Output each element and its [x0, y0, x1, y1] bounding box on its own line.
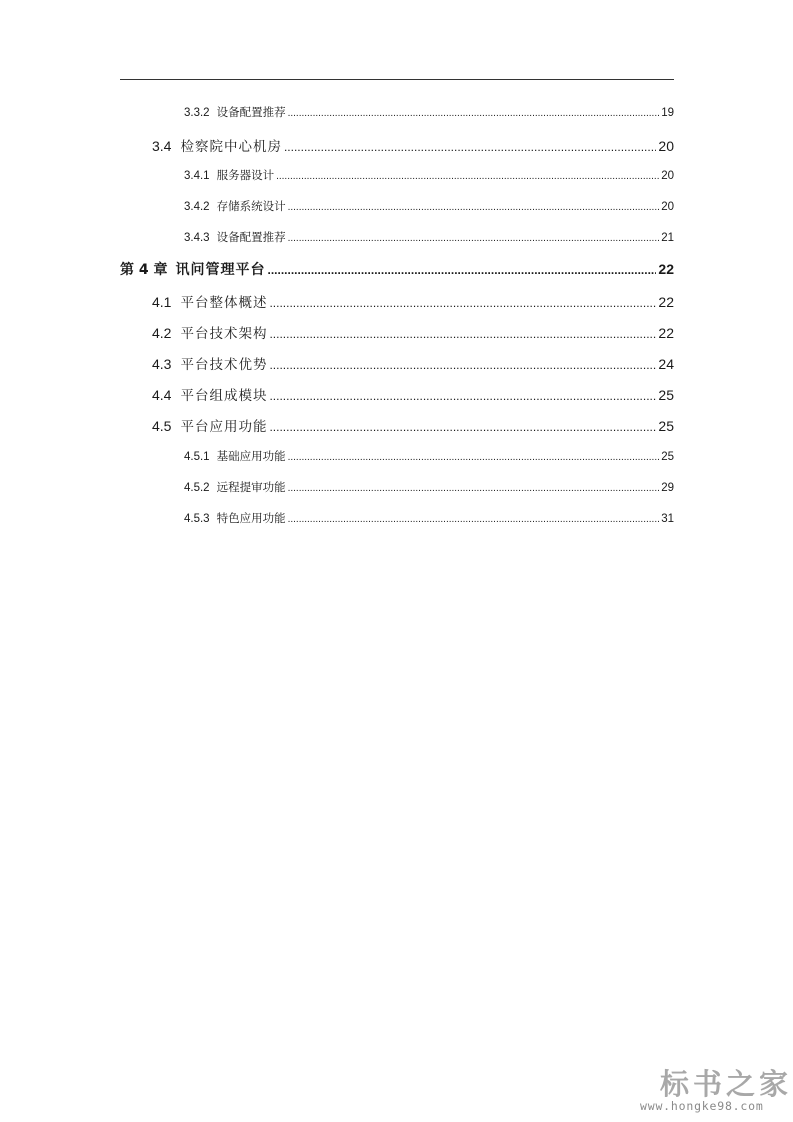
toc-entry-number: 4.5.3	[184, 513, 210, 525]
toc-entry-chapter-4[interactable]	[120, 259, 674, 279]
dot-leader	[288, 514, 660, 525]
toc-entry-page: 25	[661, 451, 674, 463]
toc-entry-page: 20	[658, 138, 674, 154]
toc-entry-number: 4.2	[152, 325, 172, 341]
toc-entry-title: 平台技术优势	[180, 357, 268, 373]
toc-entry-4-3[interactable]	[152, 353, 674, 373]
toc-entry-title: 平台整体概述	[180, 295, 268, 311]
dot-leader	[269, 327, 656, 341]
toc-entry-page: 22	[658, 261, 674, 277]
toc-entry-4-5-1[interactable]	[184, 448, 674, 464]
toc-entry-title: 特色应用功能	[216, 511, 286, 525]
dot-leader	[288, 452, 660, 463]
toc-entry-3-4-3[interactable]	[184, 229, 674, 245]
toc-entry-number: 4.3	[152, 356, 172, 372]
toc-entry-3-4-2[interactable]	[184, 198, 674, 214]
dot-leader	[284, 140, 656, 154]
toc-entry-page: 20	[661, 170, 674, 182]
toc-entry-title: 设备配置推荐	[216, 230, 286, 244]
toc-entry-page: 25	[658, 387, 674, 403]
dot-leader	[269, 358, 656, 372]
dot-leader	[276, 171, 659, 182]
watermark-logo-text: 标书之家	[660, 1067, 793, 1101]
toc-entry-title: 讯问管理平台	[175, 262, 266, 278]
toc-entry-4-4[interactable]	[152, 384, 674, 404]
toc-entry-number: 3.4.1	[184, 170, 210, 182]
toc-entry-title: 服务器设计	[216, 168, 275, 182]
toc-entry-number: 4.5.2	[184, 482, 210, 494]
toc-entry-title: 平台应用功能	[180, 419, 268, 435]
toc-entry-3-3-2[interactable]	[184, 104, 674, 120]
toc-entry-page: 20	[661, 201, 674, 213]
toc-entry-number: 第 4 章	[120, 262, 168, 278]
toc-entry-number: 3.4	[152, 138, 172, 154]
toc-entry-3-4[interactable]	[152, 135, 674, 155]
toc-entry-title: 远程提审功能	[216, 480, 286, 494]
toc-entry-title: 平台技术架构	[180, 326, 268, 342]
toc-entry-4-5[interactable]	[152, 415, 674, 435]
toc-entry-3-4-1[interactable]	[184, 167, 674, 183]
header-rule	[120, 79, 674, 80]
toc-entry-4-2[interactable]	[152, 322, 674, 342]
dot-leader	[268, 263, 657, 277]
dot-leader	[288, 202, 660, 213]
toc-entry-4-1[interactable]	[152, 291, 674, 311]
toc-entry-number: 4.4	[152, 387, 172, 403]
toc-entry-title: 设备配置推荐	[216, 105, 286, 119]
dot-leader	[288, 483, 660, 494]
toc-entry-number: 3.4.3	[184, 232, 210, 244]
toc-entry-number: 4.5	[152, 418, 172, 434]
dot-leader	[288, 108, 660, 119]
toc-entry-title: 存储系统设计	[216, 199, 286, 213]
watermark-url: www.hongke98.com	[640, 1099, 764, 1113]
toc-entry-title: 平台组成模块	[180, 388, 268, 404]
dot-leader	[269, 389, 656, 403]
toc-entry-number: 3.4.2	[184, 201, 210, 213]
toc-entry-page: 29	[661, 482, 674, 494]
toc-entry-number: 3.3.2	[184, 107, 210, 119]
toc-entry-number: 4.1	[152, 294, 172, 310]
toc-entry-title: 检察院中心机房	[180, 139, 282, 155]
toc-entry-4-5-3[interactable]	[184, 510, 674, 526]
toc-entry-4-5-2[interactable]	[184, 479, 674, 495]
toc-entry-page: 22	[658, 325, 674, 341]
toc-entry-page: 31	[661, 513, 674, 525]
toc-entry-page: 21	[661, 232, 674, 244]
toc-entry-page: 24	[658, 356, 674, 372]
toc-entry-page: 19	[661, 107, 674, 119]
toc-entry-title: 基础应用功能	[216, 449, 286, 463]
toc-entry-page: 25	[658, 418, 674, 434]
watermark-logo	[640, 1062, 793, 1117]
toc-entry-page: 22	[658, 294, 674, 310]
dot-leader	[288, 233, 660, 244]
dot-leader	[269, 420, 656, 434]
toc-entry-number: 4.5.1	[184, 451, 210, 463]
dot-leader	[269, 296, 656, 310]
